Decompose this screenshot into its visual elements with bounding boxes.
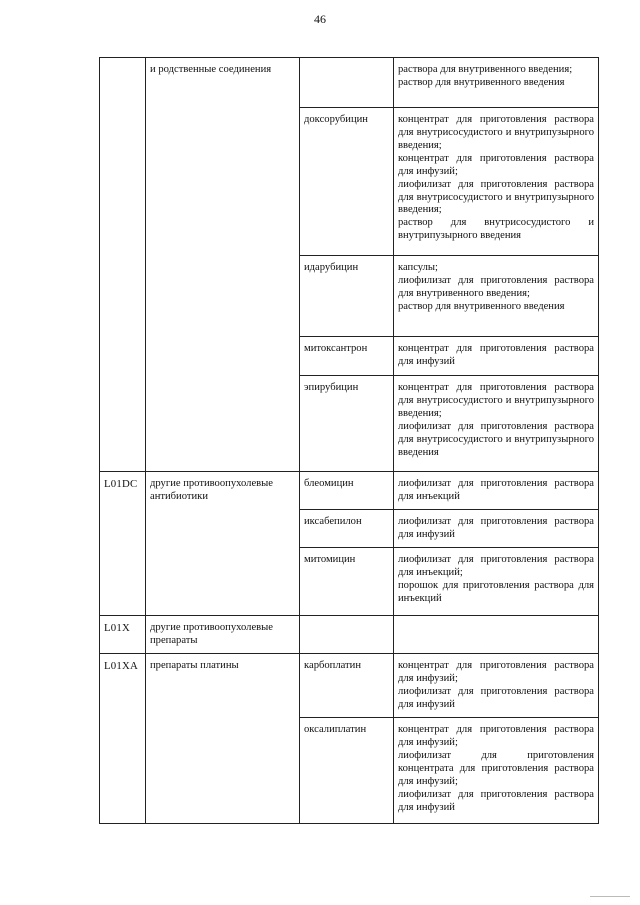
dosage-form-cell: концентрат для приготовления раствора для внутрисосудистого и внутрипузырного введения; лиофилизат для приготовления раствора для внутрисосудистого и внутрипузырного введения (394, 376, 599, 472)
atc-code-cell: L01DC (100, 472, 146, 616)
dosage-form-cell: лиофилизат для приготовления раствора для инъекций; порошок для приготовления раствора для инъекций (394, 548, 599, 616)
group-cell: другие противоопухолевые антибиотики (146, 472, 300, 616)
drug-cell: блеомицин (300, 472, 394, 510)
dosage-form-cell: концентрат для приготовления раствора для инфузий; лиофилизат для приготовления концентрата для приготовления раствора для инфузий; лиофилизат для приготовления раствора для инфузий (394, 718, 599, 824)
drug-cell: митоксантрон (300, 337, 394, 376)
dosage-form-cell: раствора для внутривенного введения; раствор для внутривенного введения (394, 58, 599, 108)
drug-cell: идарубицин (300, 256, 394, 337)
dosage-form-cell: концентрат для приготовления раствора для инфузий; лиофилизат для приготовления раствора для инфузий (394, 654, 599, 718)
drug-table (99, 57, 599, 824)
dosage-form-cell: лиофилизат для приготовления раствора для инъекций (394, 472, 599, 510)
drug-cell (300, 58, 394, 108)
page-number: 46 (314, 12, 326, 26)
scan-edge-mark (590, 896, 630, 897)
drug-cell: доксорубицин (300, 108, 394, 256)
table-row (100, 654, 599, 718)
drug-cell: эпирубицин (300, 376, 394, 472)
group-cell: и родственные соединения (146, 58, 300, 472)
table-row (100, 472, 599, 510)
dosage-form-cell (394, 616, 599, 654)
atc-code-cell (100, 58, 146, 472)
dosage-form-cell: капсулы; лиофилизат для приготовления раствора для внутривенного введения; раствор для внутривенного введения (394, 256, 599, 337)
group-cell: препараты платины (146, 654, 300, 824)
table-row (100, 58, 599, 108)
drug-cell (300, 616, 394, 654)
dosage-form-cell: концентрат для приготовления раствора для внутрисосудистого и внутрипузырного введения; концентрат для приготовления раствора для инфузий; лиофилизат для приготовления раствора для внутрисосудистого и внутрипузырного введения; раствор для внутрисосудистого и внутрипузырного введения (394, 108, 599, 256)
group-cell: другие противоопухолевые препараты (146, 616, 300, 654)
atc-code-cell: L01X (100, 616, 146, 654)
drug-cell: митомицин (300, 548, 394, 616)
table-row (100, 616, 599, 654)
drug-cell: оксалиплатин (300, 718, 394, 824)
dosage-form-cell: лиофилизат для приготовления раствора для инфузий (394, 510, 599, 548)
dosage-form-cell: концентрат для приготовления раствора для инфузий (394, 337, 599, 376)
drug-cell: карбоплатин (300, 654, 394, 718)
atc-code-cell: L01XA (100, 654, 146, 824)
drug-cell: иксабепилон (300, 510, 394, 548)
